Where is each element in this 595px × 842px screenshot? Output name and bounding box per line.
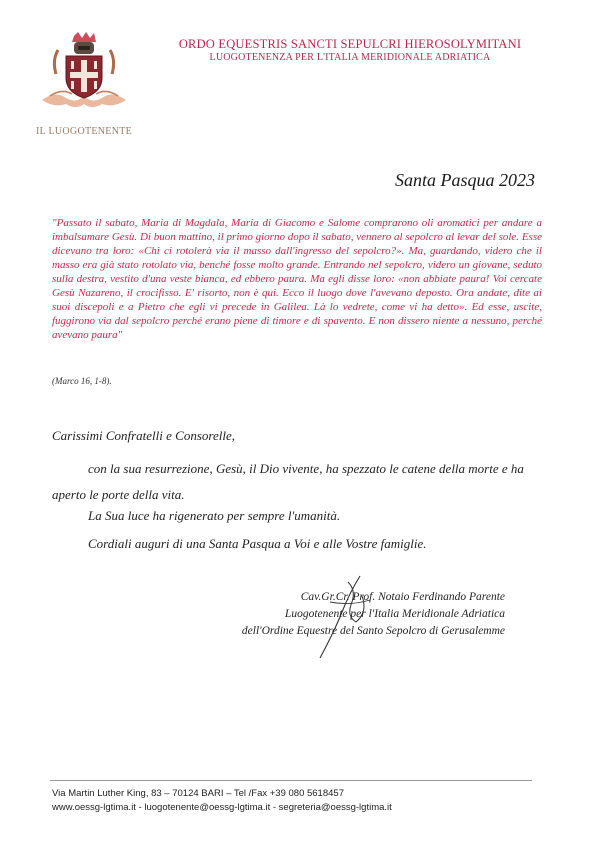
greeting: Carissimi Confratelli e Consorelle, <box>52 428 235 443</box>
signatory-name: Cav.Gr.Cr. Prof. Notaio Ferdinando Parente <box>300 591 505 603</box>
scripture-quote: "Passato il sabato, Maria di Magdala, Maria di Giacomo e Salome comprarono oli aromatici per andare a imbalsamare Gesù. Di buon mattino, il primo giorno dopo il sabato, vennero al sepolcro al levar del sole. Esse dicevano tra loro: «Chi ci rotolerà via il masso dall'ingresso del sepolcro?». Ma, guardando, videro che il masso era già stato rotolato via, benché fosse molto grande. Entrando nel sepolcro, videro un giovane, seduto sulla destra, vestito d'una veste bianca, ed ebbero paura. Ma egli disse loro: «non abbiate paura! Voi cercate Gesù Nazareno, il crocifisso. E' risorto, non è qui. Ecco il luogo dove l'avevano deposto. Ora andate, dite ai suoi discepoli e a Pietro che egli vi precede in Galilea. Là lo vedrete, come vi ha detto». Ed esse, uscite, fuggirono via dal sepolcro perché erano piene di timore e di spavento. E non dissero niente a nessuno, perché avevano paura" <box>52 217 542 341</box>
letter-date: Santa Pasqua 2023 <box>394 170 535 190</box>
footer-divider <box>50 780 532 781</box>
body-paragraph-1: con la sua resurrezione, Gesù, il Dio vivente, ha spezzato le catene della morte e ha aperto le porte della vita. <box>52 461 524 502</box>
office-label: IL LUOGOTENENTE <box>36 126 133 137</box>
footer-address: Via Martin Luther King, 83 – 70124 BARI – Tel /Fax +39 080 5618457 <box>52 788 344 799</box>
scripture-reference: (Marco 16, 1-8). <box>52 376 112 386</box>
lieutenancy-name: LUOGOTENENZA PER L'ITALIA MERIDIONALE ADRIATICA <box>209 52 491 63</box>
order-coat-of-arms-icon <box>36 30 132 112</box>
signatory-title: Luogotenente per l'Italia Meridionale Adriatica <box>284 608 505 620</box>
body-paragraph-2: La Sua luce ha rigenerato per sempre l'umanità. <box>88 508 341 523</box>
order-name-latin: ORDO EQUESTRIS SANCTI SEPULCRI HIEROSOLYMITANI <box>178 37 522 51</box>
signatory-order: dell'Ordine Equestre del Santo Sepolcro di Gerusalemme <box>241 625 505 637</box>
body-paragraph-3: Cordiali auguri di una Santa Pasqua a Voi e alle Vostre famiglie. <box>88 536 427 551</box>
footer-contacts: www.oessg-lgtima.it - luogotenente@oessg-lgtima.it - segreteria@oessg-lgtima.it <box>52 802 392 813</box>
